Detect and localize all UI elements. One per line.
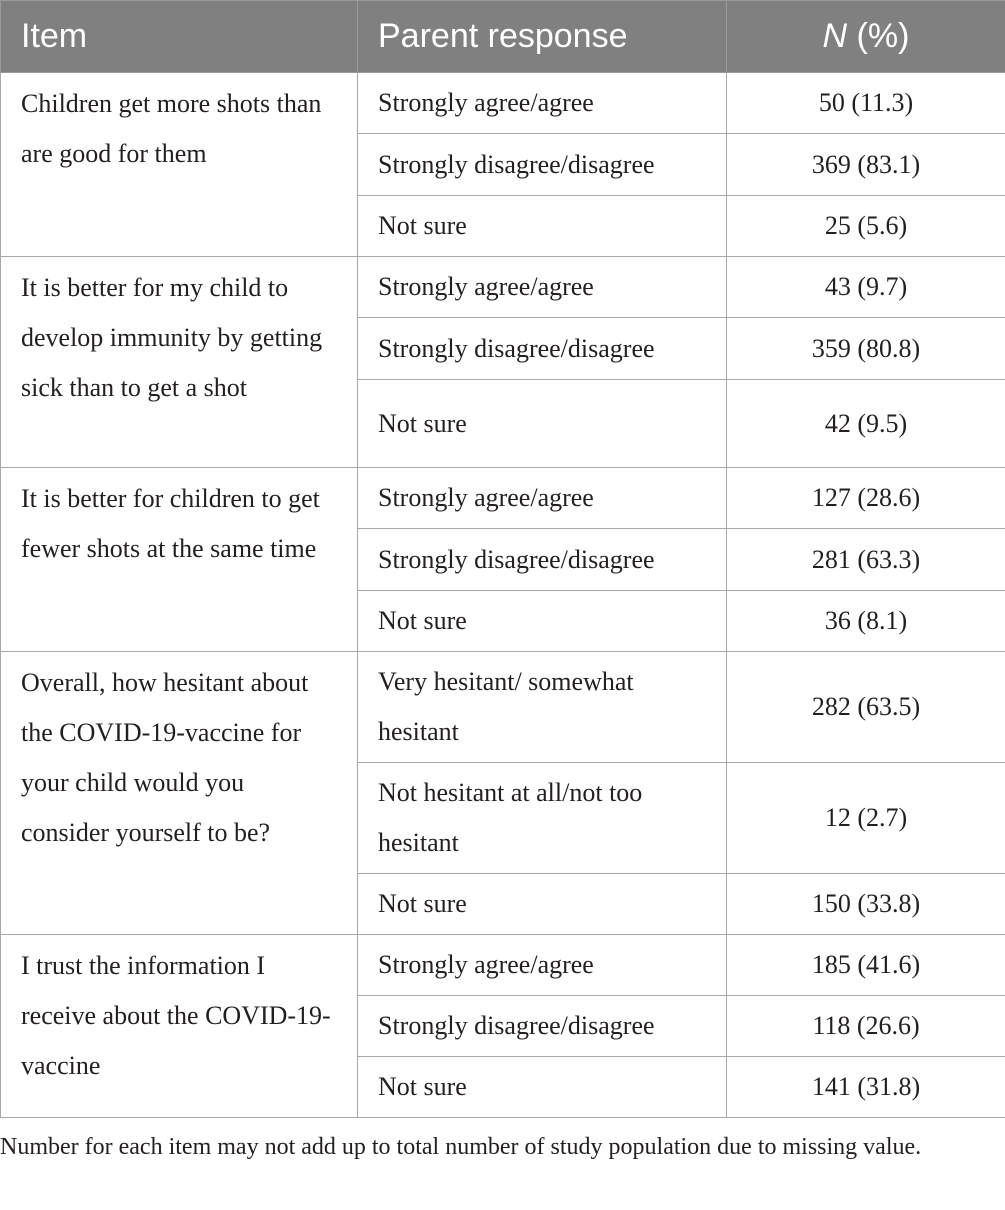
table-body [1,73,1005,1118]
count-cell: 43 (9.7) [727,257,1005,318]
table-row [1,652,1005,763]
item-cell: It is better for my child to develop immunity by getting sick than to get a shot [1,257,358,468]
response-cell: Strongly agree/agree [358,935,727,996]
header-item: Item [1,1,358,73]
response-cell: Not sure [358,874,727,935]
header-n-label: N [822,17,848,55]
count-cell: 185 (41.6) [727,935,1005,996]
count-cell: 25 (5.6) [727,196,1005,257]
count-cell: 359 (80.8) [727,318,1005,380]
table-row [1,468,1005,529]
count-cell: 12 (2.7) [727,763,1005,874]
count-cell: 282 (63.5) [727,652,1005,763]
response-cell: Strongly disagree/disagree [358,529,727,591]
response-cell: Strongly disagree/disagree [358,318,727,380]
response-cell: Not sure [358,591,727,652]
item-cell: I trust the information I receive about the COVID-19-vaccine [1,935,358,1118]
item-cell: It is better for children to get fewer shots at the same time [1,468,358,652]
count-cell: 127 (28.6) [727,468,1005,529]
response-cell: Very hesitant/ somewhat hesitant [358,652,727,763]
response-cell: Strongly disagree/disagree [358,996,727,1057]
count-cell: 118 (26.6) [727,996,1005,1057]
response-cell: Strongly agree/agree [358,257,727,318]
header-n-percent [727,1,1005,73]
table-row [1,935,1005,996]
count-cell: 369 (83.1) [727,134,1005,196]
response-cell: Strongly disagree/disagree [358,134,727,196]
table-header [1,1,1005,73]
item-cell: Children get more shots than are good for them [1,73,358,257]
table-row [1,257,1005,318]
response-cell: Strongly agree/agree [358,468,727,529]
count-cell: 141 (31.8) [727,1057,1005,1118]
response-cell: Not sure [358,1057,727,1118]
table-row [1,73,1005,134]
count-cell: 42 (9.5) [727,380,1005,468]
header-percent-label: (%) [847,17,910,55]
response-cell: Strongly agree/agree [358,73,727,134]
header-parent-response: Parent response [358,1,727,73]
count-cell: 150 (33.8) [727,874,1005,935]
count-cell: 281 (63.3) [727,529,1005,591]
item-cell: Overall, how hesitant about the COVID-19-vaccine for your child would you consider yourself to be? [1,652,358,935]
count-cell: 50 (11.3) [727,73,1005,134]
count-cell: 36 (8.1) [727,591,1005,652]
response-cell: Not sure [358,380,727,468]
header-row [1,1,1005,73]
response-cell: Not hesitant at all/not too hesitant [358,763,727,874]
table-footnote: Number for each item may not add up to total number of study population due to missing value. [0,1134,922,1160]
response-cell: Not sure [358,196,727,257]
